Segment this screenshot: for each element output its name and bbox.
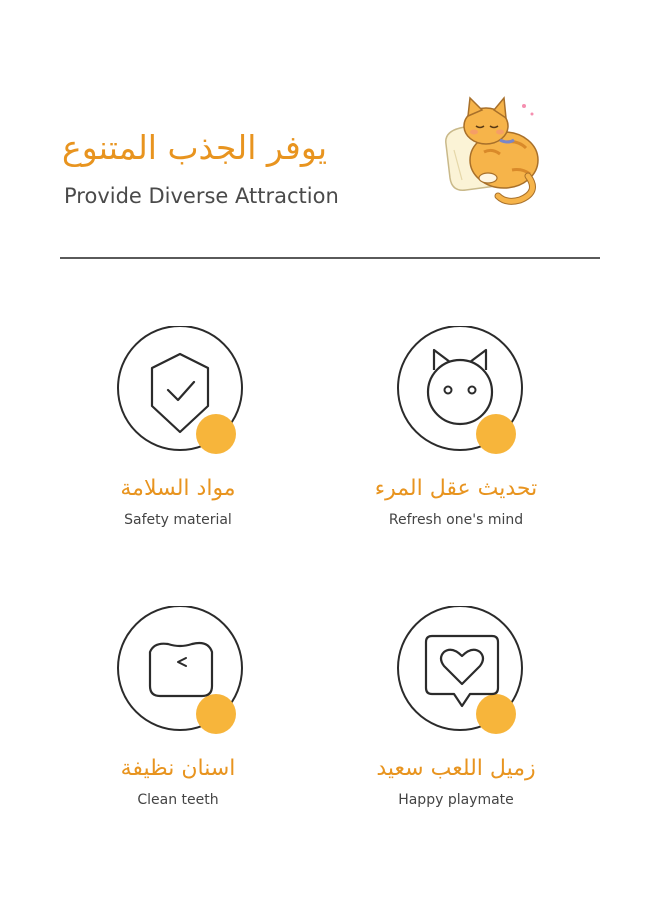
page-title-english: Provide Diverse Attraction [64,184,339,208]
cat-face-icon [394,326,526,458]
tooth-icon [114,606,246,738]
heart-chat-icon [394,606,526,738]
feature-clean-teeth [58,606,298,866]
feature-label-arabic: زميل اللعب سعيد [376,756,536,781]
header-divider [60,257,600,259]
feature-label-arabic: اسنان نظيفة [120,756,236,781]
feature-safety-material [58,326,298,586]
shield-check-icon [114,326,246,458]
feature-label-arabic: تحديث عقل المرء [374,476,538,501]
feature-happy-playmate [336,606,576,866]
feature-refresh-mind [336,326,576,586]
feature-label-english: Refresh one's mind [388,512,524,528]
feature-label-english: Happy playmate [398,792,514,808]
feature-label-arabic: مواد السلامة [120,476,236,501]
sleeping-cat-on-pillow-illustration [440,92,546,208]
feature-label-english: Safety material [124,512,232,528]
page-title-arabic: يوفر الجذب المتنوع [62,128,328,167]
feature-label-english: Clean teeth [137,792,219,808]
